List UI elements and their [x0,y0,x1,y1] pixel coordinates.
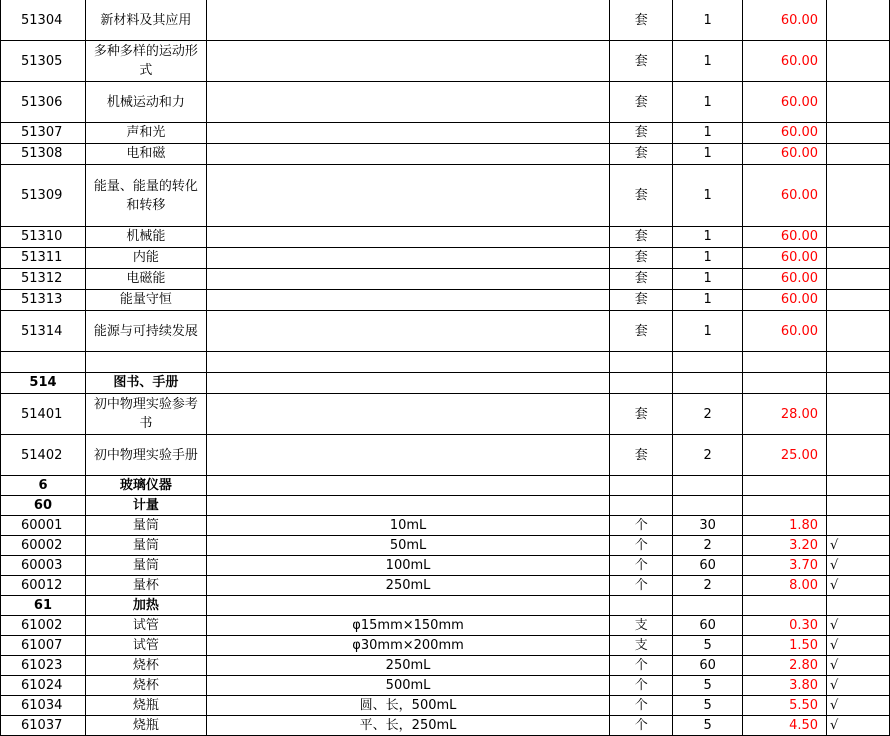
item-unit-cell: 套 [610,165,673,227]
table-row [1,696,890,716]
item-code-cell: 514 [1,373,86,394]
item-check-cell [827,476,890,496]
item-check-cell [827,516,890,536]
item-code-cell: 51306 [1,82,86,123]
table-row [1,290,890,311]
item-quantity-cell: 1 [673,0,743,41]
item-name-cell [85,352,206,373]
item-name-cell: 新材料及其应用 [85,0,206,41]
item-code-cell: 60012 [1,576,86,596]
item-quantity-cell [673,496,743,516]
table-row [1,227,890,248]
item-price-cell: 60.00 [743,227,827,248]
item-price-cell: 5.50 [743,696,827,716]
item-price-cell [743,496,827,516]
item-name-cell: 初中物理实验参考书 [85,394,206,435]
item-unit-cell: 套 [610,41,673,82]
item-spec-cell: 10mL [206,516,609,536]
item-spec-cell [206,227,609,248]
category-row [1,476,890,496]
table-row [1,165,890,227]
item-quantity-cell: 5 [673,696,743,716]
item-code-cell: 60001 [1,516,86,536]
item-quantity-cell: 60 [673,656,743,676]
item-quantity-cell: 1 [673,144,743,165]
table-row [1,144,890,165]
item-spec-cell: 500mL [206,676,609,696]
item-quantity-cell: 2 [673,536,743,556]
item-quantity-cell: 1 [673,82,743,123]
table-row [1,248,890,269]
item-check-cell: √ [827,556,890,576]
item-quantity-cell: 60 [673,616,743,636]
table-row [1,269,890,290]
item-check-cell [827,0,890,41]
item-spec-cell [206,0,609,41]
table-row [1,516,890,536]
item-price-cell: 60.00 [743,0,827,41]
item-check-cell [827,82,890,123]
item-spec-cell [206,352,609,373]
item-check-cell [827,496,890,516]
item-price-cell: 60.00 [743,123,827,144]
item-unit-cell [610,373,673,394]
item-code-cell: 61002 [1,616,86,636]
item-price-cell: 8.00 [743,576,827,596]
item-code-cell: 51307 [1,123,86,144]
item-name-cell: 烧杯 [85,656,206,676]
item-code-cell: 51311 [1,248,86,269]
item-name-cell: 能量守恒 [85,290,206,311]
item-quantity-cell: 1 [673,311,743,352]
item-price-cell: 3.20 [743,536,827,556]
category-row [1,373,890,394]
item-code-cell [1,352,86,373]
item-quantity-cell: 2 [673,576,743,596]
item-name-cell: 试管 [85,636,206,656]
item-code-cell: 61023 [1,656,86,676]
item-check-cell [827,373,890,394]
table-row [1,576,890,596]
item-unit-cell: 个 [610,576,673,596]
item-price-cell: 60.00 [743,41,827,82]
item-code-cell: 51314 [1,311,86,352]
item-code-cell: 6 [1,476,86,496]
item-unit-cell [610,496,673,516]
item-code-cell: 60002 [1,536,86,556]
item-unit-cell: 个 [610,516,673,536]
item-check-cell [827,596,890,616]
item-price-cell: 1.50 [743,636,827,656]
item-quantity-cell: 60 [673,556,743,576]
item-code-cell: 51310 [1,227,86,248]
item-unit-cell: 个 [610,556,673,576]
item-quantity-cell: 1 [673,123,743,144]
item-unit-cell: 套 [610,394,673,435]
item-price-cell: 25.00 [743,435,827,476]
item-price-cell: 2.80 [743,656,827,676]
item-check-cell [827,227,890,248]
item-name-cell: 烧杯 [85,676,206,696]
item-name-cell: 多种多样的运动形式 [85,41,206,82]
item-name-cell: 计量 [85,496,206,516]
table-row [1,123,890,144]
item-spec-cell [206,144,609,165]
item-code-cell: 51401 [1,394,86,435]
item-price-cell: 0.30 [743,616,827,636]
item-name-cell: 试管 [85,616,206,636]
item-check-cell [827,435,890,476]
item-spec-cell: φ15mm×150mm [206,616,609,636]
item-spec-cell [206,165,609,227]
item-check-cell: √ [827,576,890,596]
item-price-cell: 1.80 [743,516,827,536]
item-quantity-cell [673,476,743,496]
item-name-cell: 玻璃仪器 [85,476,206,496]
item-spec-cell [206,435,609,476]
table-row [1,616,890,636]
item-check-cell [827,311,890,352]
item-quantity-cell: 30 [673,516,743,536]
item-price-cell: 60.00 [743,82,827,123]
table-row [1,352,890,373]
item-quantity-cell [673,373,743,394]
item-code-cell: 61007 [1,636,86,656]
item-unit-cell: 个 [610,676,673,696]
item-price-cell: 60.00 [743,165,827,227]
item-check-cell [827,123,890,144]
item-check-cell [827,248,890,269]
table-row [1,311,890,352]
item-code-cell: 51402 [1,435,86,476]
item-unit-cell [610,476,673,496]
item-check-cell: √ [827,716,890,736]
table-row [1,0,890,41]
item-quantity-cell: 1 [673,269,743,290]
table-row [1,41,890,82]
item-code-cell: 51309 [1,165,86,227]
item-price-cell: 60.00 [743,290,827,311]
item-name-cell: 初中物理实验手册 [85,435,206,476]
item-code-cell: 51312 [1,269,86,290]
item-check-cell: √ [827,676,890,696]
item-unit-cell: 套 [610,0,673,41]
item-unit-cell: 套 [610,269,673,290]
item-spec-cell [206,373,609,394]
item-spec-cell [206,596,609,616]
item-code-cell: 60 [1,496,86,516]
item-check-cell: √ [827,696,890,716]
item-spec-cell [206,41,609,82]
item-unit-cell: 个 [610,716,673,736]
item-check-cell [827,41,890,82]
category-row [1,496,890,516]
item-price-cell: 28.00 [743,394,827,435]
table-row [1,716,890,736]
item-name-cell: 加热 [85,596,206,616]
item-spec-cell [206,311,609,352]
item-quantity-cell: 5 [673,636,743,656]
item-price-cell: 4.50 [743,716,827,736]
item-unit-cell [610,596,673,616]
item-spec-cell [206,269,609,290]
item-quantity-cell [673,352,743,373]
item-code-cell: 51304 [1,0,86,41]
item-spec-cell [206,82,609,123]
item-price-cell: 60.00 [743,311,827,352]
item-unit-cell: 个 [610,696,673,716]
item-name-cell: 电和磁 [85,144,206,165]
item-quantity-cell: 5 [673,716,743,736]
item-name-cell: 内能 [85,248,206,269]
item-unit-cell: 支 [610,616,673,636]
item-code-cell: 61037 [1,716,86,736]
table-row [1,394,890,435]
table-row [1,82,890,123]
item-quantity-cell: 2 [673,394,743,435]
item-unit-cell: 个 [610,536,673,556]
item-spec-cell [206,248,609,269]
item-spec-cell: 250mL [206,576,609,596]
item-name-cell: 能源与可持续发展 [85,311,206,352]
item-price-cell: 60.00 [743,144,827,165]
table-row [1,676,890,696]
item-name-cell: 量筒 [85,536,206,556]
table-row [1,536,890,556]
item-check-cell [827,165,890,227]
item-name-cell: 机械运动和力 [85,82,206,123]
item-code-cell: 61024 [1,676,86,696]
table-body [1,0,890,736]
item-check-cell [827,144,890,165]
item-name-cell: 量杯 [85,576,206,596]
item-price-cell: 3.70 [743,556,827,576]
item-name-cell: 量筒 [85,556,206,576]
item-quantity-cell: 1 [673,165,743,227]
item-spec-cell: 平、长，250mL [206,716,609,736]
item-price-cell: 60.00 [743,269,827,290]
table-row [1,556,890,576]
item-unit-cell: 支 [610,636,673,656]
item-code-cell: 51308 [1,144,86,165]
item-price-cell: 60.00 [743,248,827,269]
table-row [1,636,890,656]
item-quantity-cell: 5 [673,676,743,696]
item-check-cell [827,269,890,290]
item-price-cell [743,476,827,496]
item-check-cell: √ [827,616,890,636]
item-code-cell: 61034 [1,696,86,716]
item-name-cell: 烧瓶 [85,716,206,736]
item-unit-cell: 套 [610,311,673,352]
item-code-cell: 51305 [1,41,86,82]
item-spec-cell: 100mL [206,556,609,576]
item-check-cell: √ [827,636,890,656]
item-check-cell [827,352,890,373]
item-spec-cell: 50mL [206,536,609,556]
item-unit-cell: 套 [610,123,673,144]
item-quantity-cell: 2 [673,435,743,476]
item-price-cell [743,373,827,394]
item-spec-cell [206,496,609,516]
item-check-cell [827,394,890,435]
item-quantity-cell [673,596,743,616]
item-check-cell [827,290,890,311]
item-name-cell: 电磁能 [85,269,206,290]
item-code-cell: 61 [1,596,86,616]
item-unit-cell: 套 [610,227,673,248]
item-spec-cell [206,290,609,311]
item-spec-cell: φ30mm×200mm [206,636,609,656]
item-unit-cell: 套 [610,435,673,476]
item-price-cell [743,352,827,373]
item-spec-cell [206,123,609,144]
item-unit-cell: 套 [610,144,673,165]
item-check-cell: √ [827,536,890,556]
item-code-cell: 51313 [1,290,86,311]
item-name-cell: 量筒 [85,516,206,536]
table-row [1,656,890,676]
item-quantity-cell: 1 [673,227,743,248]
item-spec-cell [206,394,609,435]
item-name-cell: 机械能 [85,227,206,248]
item-name-cell: 烧瓶 [85,696,206,716]
item-unit-cell [610,352,673,373]
item-quantity-cell: 1 [673,248,743,269]
item-name-cell: 图书、手册 [85,373,206,394]
item-price-cell [743,596,827,616]
item-unit-cell: 套 [610,290,673,311]
item-spec-cell: 圆、长，500mL [206,696,609,716]
item-name-cell: 声和光 [85,123,206,144]
item-spec-cell: 250mL [206,656,609,676]
item-quantity-cell: 1 [673,290,743,311]
table-row [1,435,890,476]
item-code-cell: 60003 [1,556,86,576]
item-unit-cell: 个 [610,656,673,676]
item-unit-cell: 套 [610,82,673,123]
item-check-cell: √ [827,656,890,676]
item-unit-cell: 套 [610,248,673,269]
item-price-cell: 3.80 [743,676,827,696]
category-row [1,596,890,616]
item-name-cell: 能量、能量的转化和转移 [85,165,206,227]
item-spec-cell [206,476,609,496]
item-quantity-cell: 1 [673,41,743,82]
